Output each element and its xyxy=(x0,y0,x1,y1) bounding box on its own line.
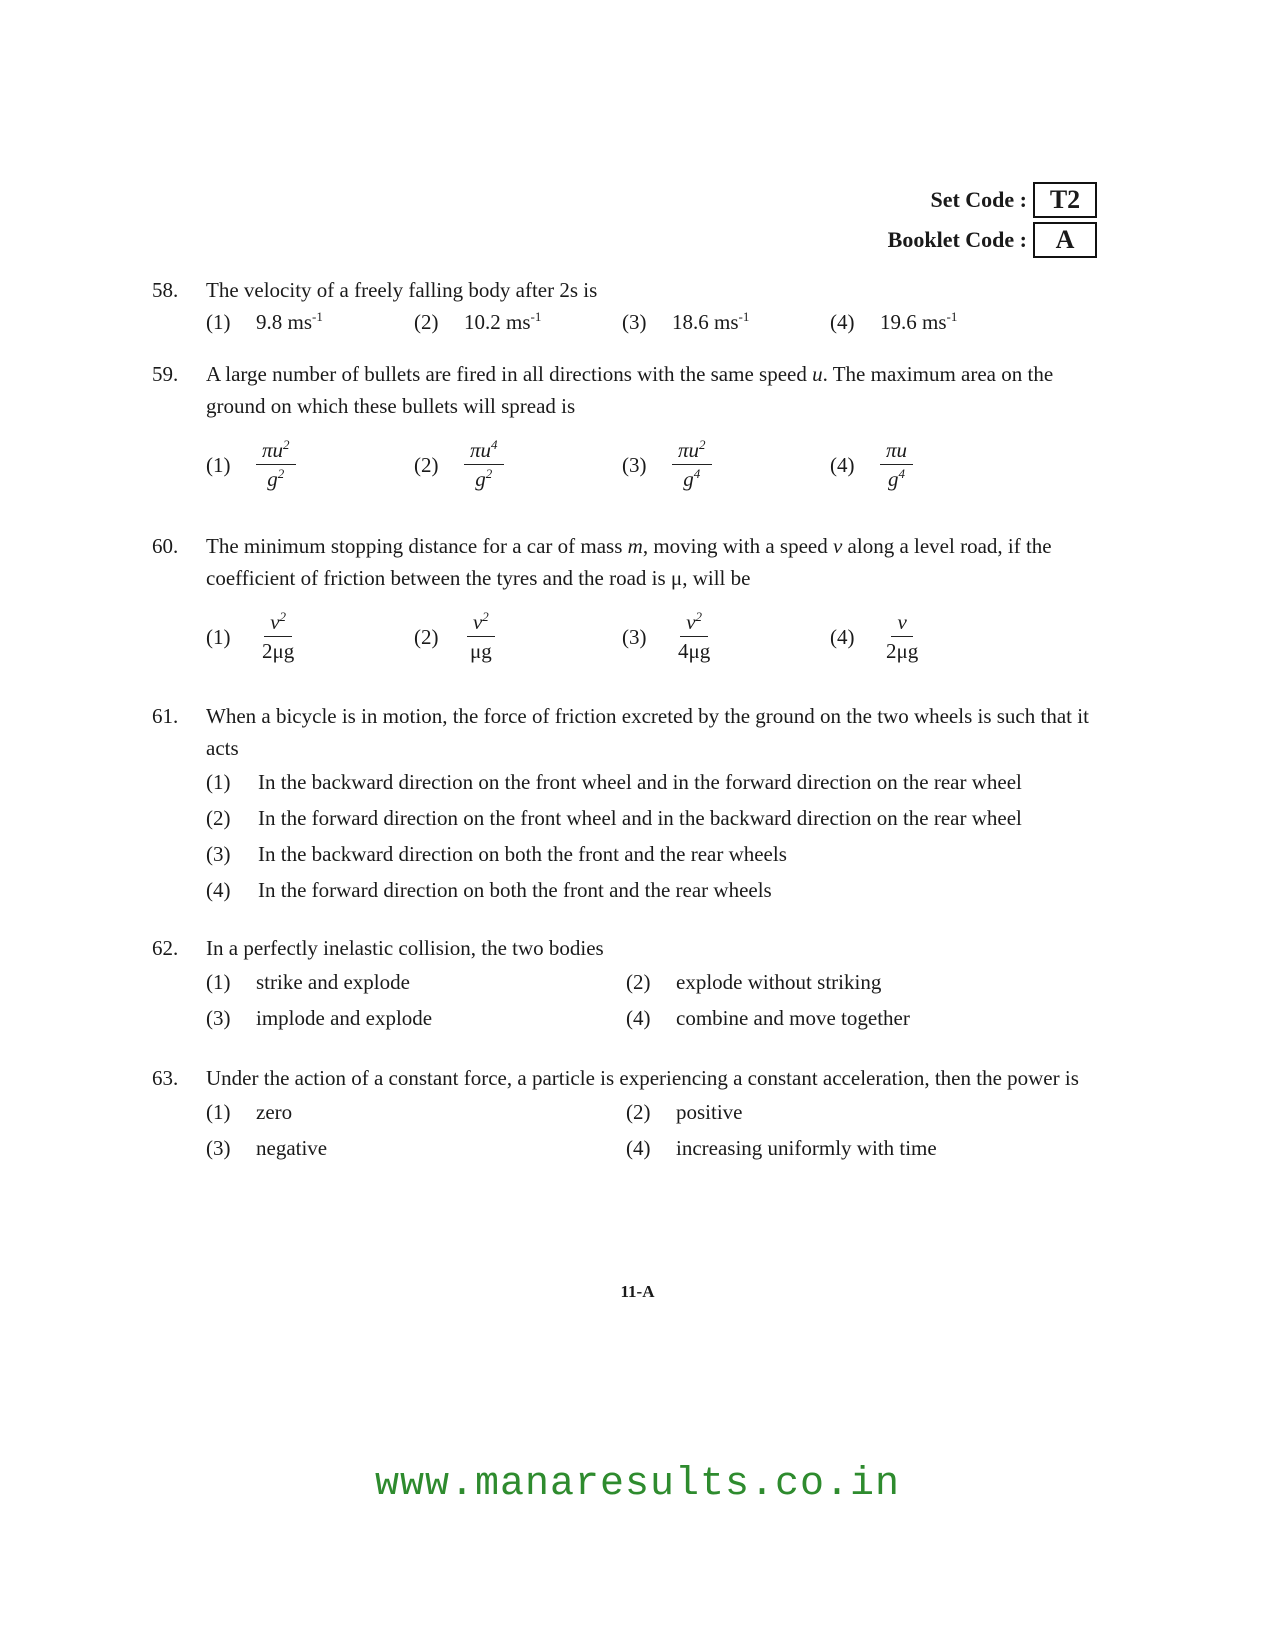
option-number: (4) xyxy=(830,310,855,334)
option-1 xyxy=(206,766,1112,802)
option-text: In the forward direction on both the front and the rear wheels xyxy=(258,878,772,902)
options xyxy=(206,438,1112,491)
question-text: A large number of bullets are fired in all directions with the same speed u. The maximum area on the ground on which these bullets will spread is xyxy=(206,362,1054,418)
option-text: increasing uniformly with time xyxy=(676,1136,937,1160)
question-text: Under the action of a constant force, a particle is experiencing a constant acceleration, then the power is xyxy=(206,1066,1079,1090)
set-code-label: Set Code : xyxy=(930,187,1027,212)
question-60 xyxy=(152,530,1112,663)
option-number: (2) xyxy=(414,624,439,649)
question-text: The minimum stopping distance for a car of mass m, moving with a speed v along a level road, if the coefficient of friction between the tyres and the road is μ, will be xyxy=(206,534,1052,590)
fraction: $\frac{\pi u^2}{g^4}$ xyxy=(672,438,712,491)
question-text: When a bicycle is in motion, the force of friction excreted by the ground on the two wheels is such that it acts xyxy=(206,704,1089,760)
option-3 xyxy=(622,306,830,338)
option-1 xyxy=(206,306,414,338)
option-1 xyxy=(206,966,626,998)
option-number: (1) xyxy=(206,624,231,649)
option-4 xyxy=(206,874,1112,910)
option-text: implode and explode xyxy=(256,1006,433,1030)
option-text: positive xyxy=(676,1100,743,1124)
question-number: 63. xyxy=(152,1066,179,1090)
fraction: $\frac{\pi u^4}{g^2}$ xyxy=(464,438,504,491)
fraction: $\frac{v}{2\mu g}$ xyxy=(886,610,919,663)
option-number: (4) xyxy=(830,624,855,649)
option-number: (1) xyxy=(206,770,231,794)
booklet-code-value: A xyxy=(1033,222,1097,258)
options xyxy=(206,766,1112,910)
option-text: explode without striking xyxy=(676,970,882,994)
option-number: (1) xyxy=(206,310,231,334)
option-text: In the backward direction on the front wheel and in the forward direction on the rear wheel xyxy=(258,770,1022,794)
option-text: combine and move together xyxy=(676,1006,910,1030)
set-code-row xyxy=(837,180,1097,220)
option-4 xyxy=(830,610,1038,663)
option-number: (2) xyxy=(206,806,231,830)
question-61 xyxy=(152,700,1112,910)
option-text: zero xyxy=(256,1100,293,1124)
option-text: 18.6 $ms^{-1}$ xyxy=(672,309,750,334)
options xyxy=(206,964,1112,1036)
option-text: In the forward direction on the front wheel and in the backward direction on the rear wheel xyxy=(258,806,1022,830)
option-number: (2) xyxy=(414,452,439,477)
option-2 xyxy=(626,966,1046,998)
option-4 xyxy=(830,438,1038,491)
option-number: (1) xyxy=(206,452,231,477)
option-number: (2) xyxy=(626,1100,651,1124)
fraction: $\frac{v^2}{\mu g}$ xyxy=(464,610,498,663)
question-58 xyxy=(152,274,1112,338)
header-codes xyxy=(837,180,1097,260)
option-number: (3) xyxy=(206,1136,231,1160)
option-number: (1) xyxy=(206,970,231,994)
option-text: In the backward direction on both the front and the rear wheels xyxy=(258,842,787,866)
option-number: (4) xyxy=(626,1006,651,1030)
option-3 xyxy=(206,1002,626,1034)
question-number: 61. xyxy=(152,704,179,728)
fraction: $\frac{v^2}{4\mu g}$ xyxy=(678,609,711,663)
option-3 xyxy=(206,1132,626,1164)
option-4 xyxy=(626,1002,1046,1034)
option-3 xyxy=(206,838,1112,874)
question-63 xyxy=(152,1062,1112,1166)
option-text: negative xyxy=(256,1136,328,1160)
question-62 xyxy=(152,932,1112,1036)
option-2 xyxy=(626,1096,1046,1128)
question-59 xyxy=(152,358,1112,491)
option-number: (4) xyxy=(830,452,855,477)
option-1 xyxy=(206,610,414,663)
option-3 xyxy=(622,610,830,663)
option-4 xyxy=(830,306,1038,338)
booklet-code-row xyxy=(837,220,1097,260)
website-url[interactable]: www.manaresults.co.in xyxy=(374,1462,901,1507)
question-number: 62. xyxy=(152,936,179,960)
option-2 xyxy=(414,610,622,663)
fraction: $\frac{v^2}{2\mu g}$ xyxy=(262,609,295,663)
option-number: (2) xyxy=(626,970,651,994)
options xyxy=(206,610,1112,663)
option-3 xyxy=(622,438,830,491)
option-2 xyxy=(414,306,622,338)
option-number: (4) xyxy=(626,1136,651,1160)
option-text: 9.8 $ms^{-1}$ xyxy=(256,309,323,334)
option-2 xyxy=(414,438,622,491)
option-number: (3) xyxy=(622,310,647,334)
option-number: (3) xyxy=(622,452,647,477)
option-number: (2) xyxy=(414,310,439,334)
option-text: 19.6 $ms^{-1}$ xyxy=(880,309,958,334)
option-1 xyxy=(206,1096,626,1128)
option-number: (3) xyxy=(206,842,231,866)
fraction: $\frac{\pi u}{g^4}$ xyxy=(880,438,913,491)
option-text: strike and explode xyxy=(256,970,410,994)
option-number: (3) xyxy=(206,1006,231,1030)
options xyxy=(206,1094,1112,1166)
question-text: In a perfectly inelastic collision, the two bodies xyxy=(206,936,604,960)
option-number: (1) xyxy=(206,1100,231,1124)
options xyxy=(206,306,1112,338)
question-number: 59. xyxy=(152,362,179,386)
set-code-value: T2 xyxy=(1033,182,1097,218)
option-number: (4) xyxy=(206,878,231,902)
booklet-code-label: Booklet Code : xyxy=(887,227,1027,252)
page-number: 11-A xyxy=(620,1282,655,1301)
question-text: The velocity of a freely falling body after 2s is xyxy=(206,278,598,302)
option-2 xyxy=(206,802,1112,838)
question-number: 60. xyxy=(152,534,179,558)
question-number: 58. xyxy=(152,278,179,302)
option-number: (3) xyxy=(622,624,647,649)
option-4 xyxy=(626,1132,1046,1164)
option-text: 10.2 $ms^{-1}$ xyxy=(464,309,542,334)
fraction: $\frac{\pi u^2}{g^2}$ xyxy=(256,438,296,491)
option-1 xyxy=(206,438,414,491)
